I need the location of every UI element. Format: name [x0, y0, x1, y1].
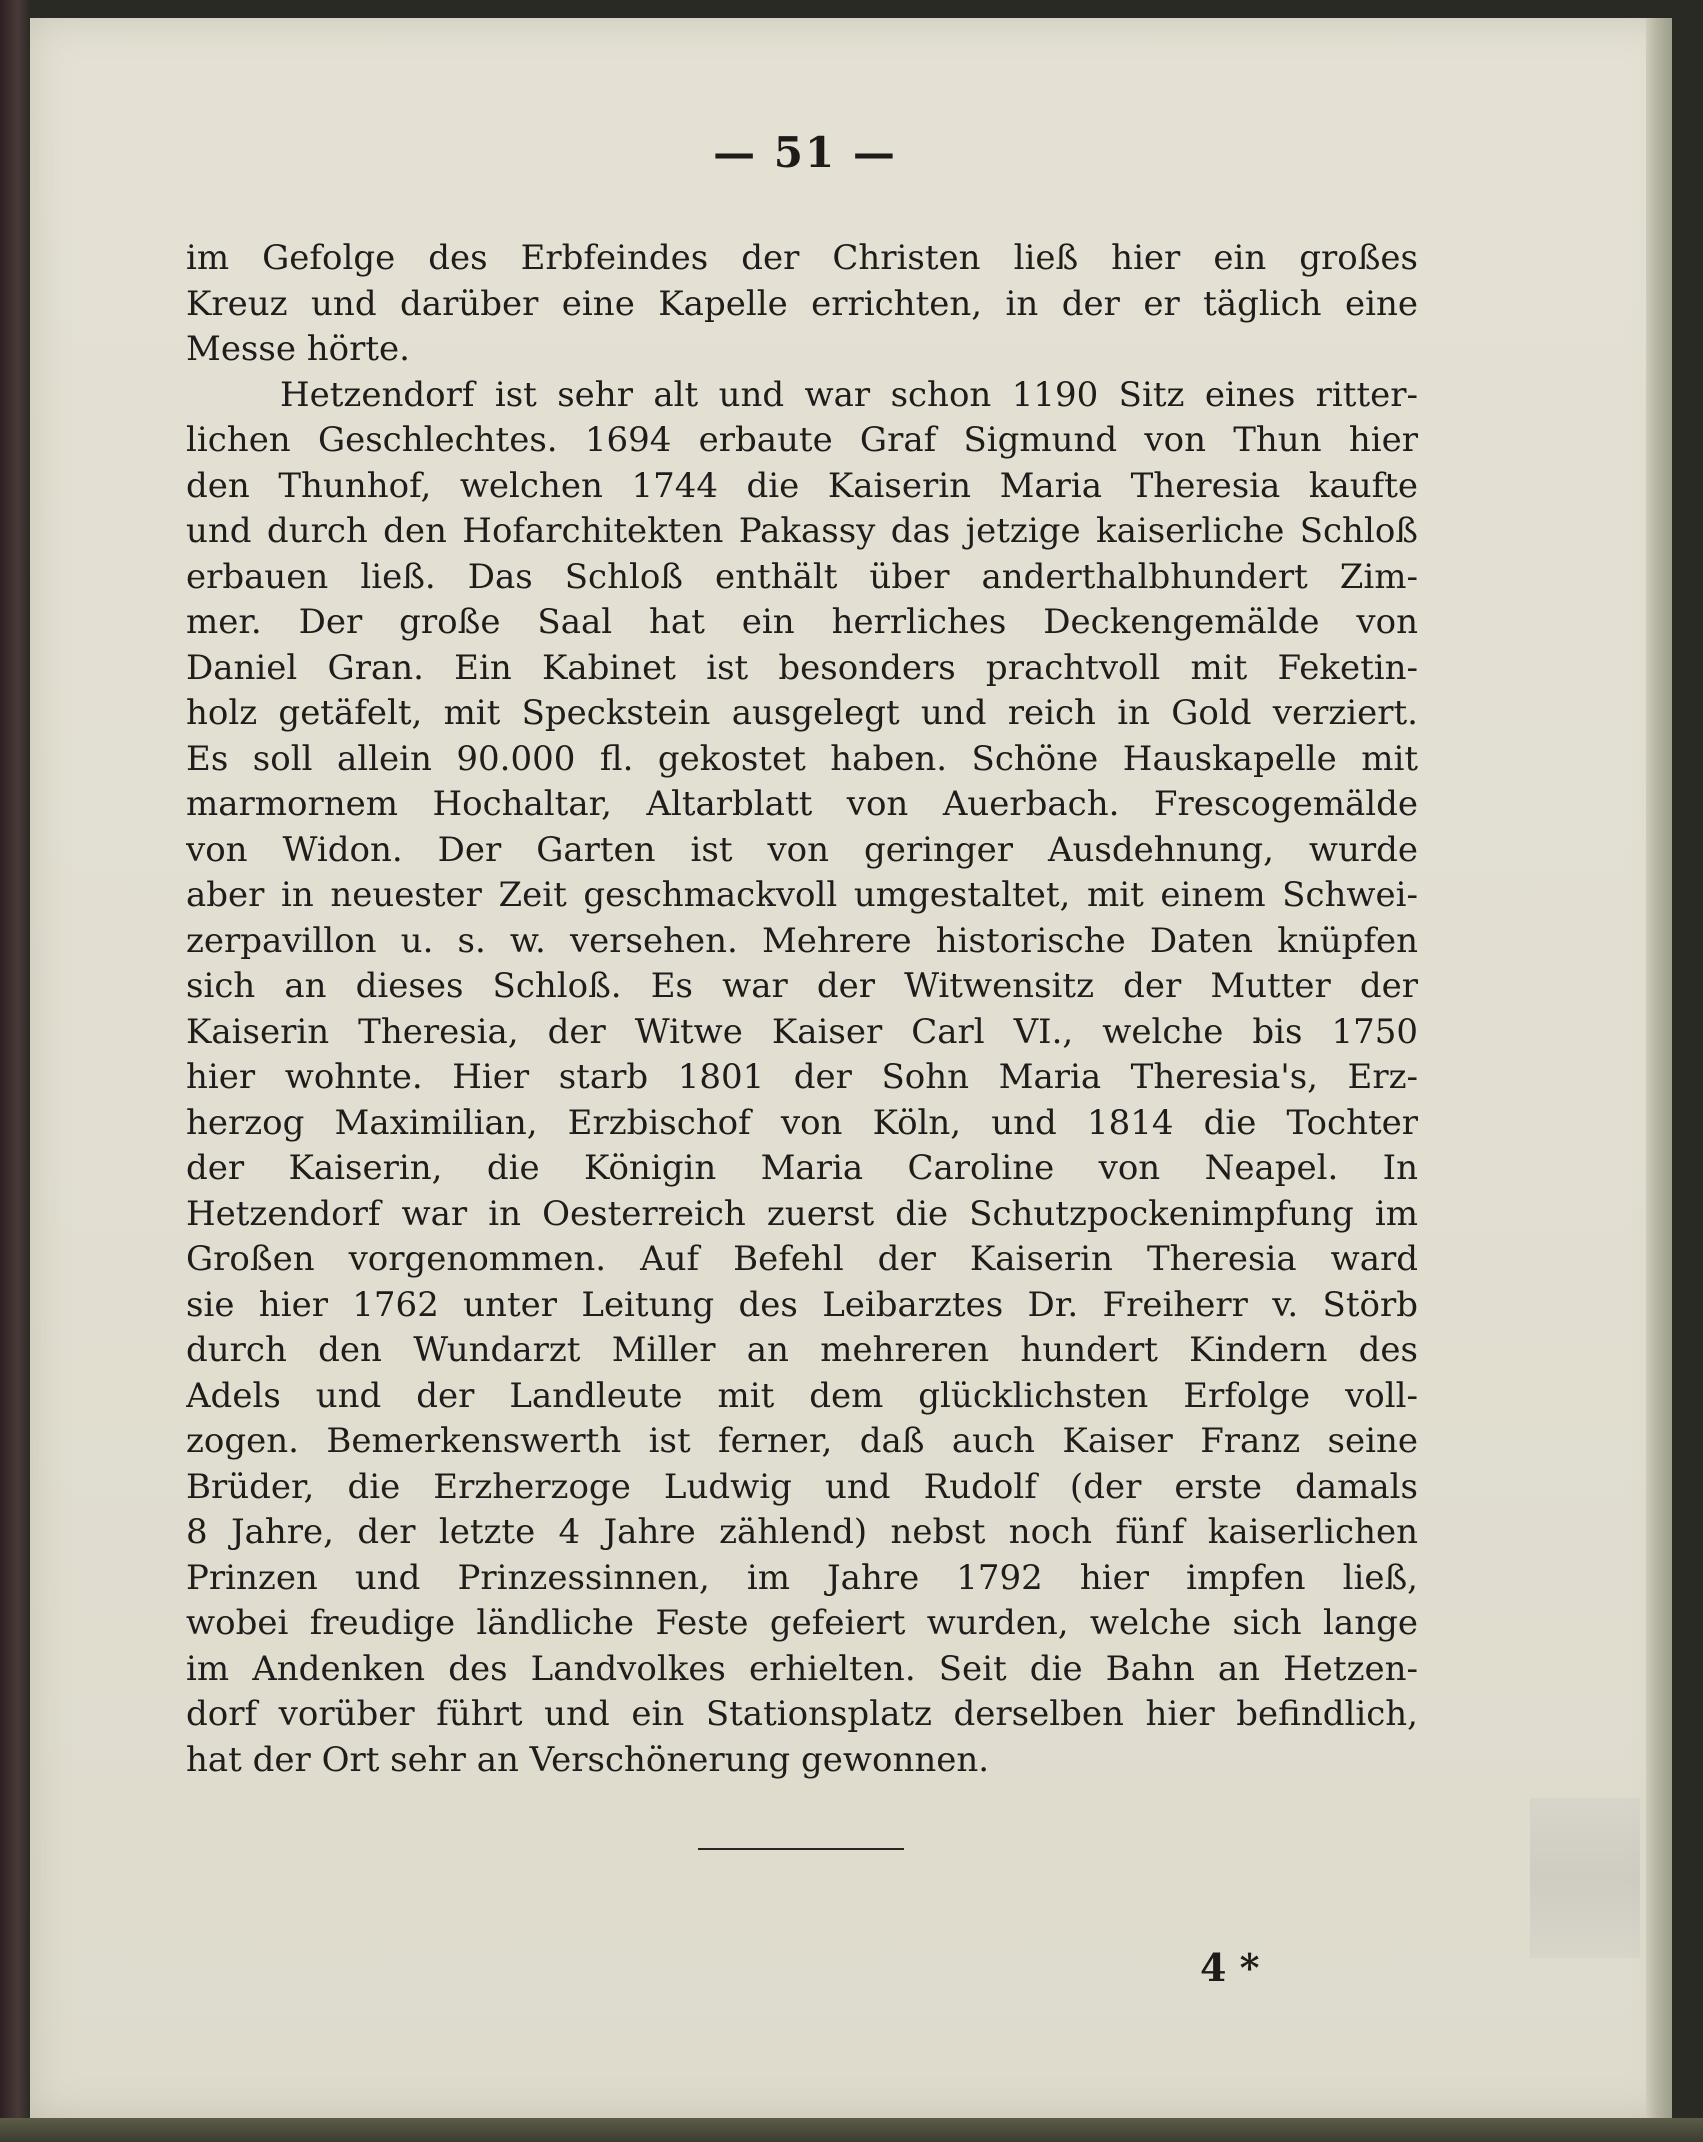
text-line: Daniel Gran. Ein Kabinet ist besonders prachtvoll mit Feketin- — [186, 647, 1418, 688]
page-number: — 51 — — [713, 128, 897, 177]
paragraph-2 — [186, 373, 1418, 1784]
text-line: Messe hörte. — [186, 329, 410, 369]
text-line: Prinzen und Prinzessinnen, im Jahre 1792 hier impfen ließ, — [186, 1557, 1418, 1598]
text-line: im Gefolge des Erbfeindes der Christen ließ hier ein großes — [186, 238, 1418, 278]
text-line: erbauen ließ. Das Schloß enthält über anderthalbhundert Zim- — [186, 556, 1418, 597]
text-line: marmornem Hochaltar, Altarblatt von Auerbach. Frescogemälde — [186, 784, 1418, 824]
text-line: herzog Maximilian, Erzbischof von Köln, und 1814 die Tochter — [186, 1102, 1418, 1143]
text-line: holz getäfelt, mit Speckstein ausgelegt und reich in Gold verziert. — [186, 693, 1418, 733]
text-line: Hetzendorf war in Oesterreich zuerst die Schutzpockenimpfung im — [186, 1193, 1418, 1234]
text-line: Es soll allein 90.000 fl. gekostet haben. Schöne Hauskapelle mit — [186, 738, 1418, 779]
text-line: den Thunhof, welchen 1744 die Kaiserin Maria Theresia kaufte — [186, 465, 1418, 506]
scan-bottom-edge — [0, 2118, 1703, 2142]
text-line: Brüder, die Erzherzoge Ludwig und Rudolf (der erste damals — [186, 1466, 1418, 1507]
text-line: im Andenken des Landvolkes erhielten. Seit die Bahn an Hetzen- — [186, 1648, 1418, 1689]
text-line: zogen. Bemerkenswerth ist ferner, daß auch Kaiser Franz seine — [186, 1421, 1418, 1461]
text-line: hat der Ort sehr an Verschönerung gewonnen. — [186, 1739, 990, 1780]
body-text — [186, 236, 1418, 1783]
text-line: aber in neuester Zeit geschmackvoll umgestaltet, mit einem Schwei- — [186, 875, 1418, 915]
text-line: zerpavillon u. s. w. versehen. Mehrere historische Daten knüpfen — [186, 920, 1418, 961]
printer-signature-mark: 4 * — [1200, 1945, 1260, 1990]
text-line: Großen vorgenommen. Auf Befehl der Kaiserin Theresia ward — [186, 1239, 1418, 1279]
text-line: 8 Jahre, der letzte 4 Jahre zählend) nebst noch fünf kaiserlichen — [186, 1512, 1418, 1552]
text-line: der Kaiserin, die Königin Maria Caroline von Neapel. In — [186, 1148, 1418, 1188]
text-line: hier wohnte. Hier starb 1801 der Sohn Maria Theresia's, Erz- — [186, 1057, 1418, 1097]
text-line: und durch den Hofarchitekten Pakassy das jetzige kaiserliche Schloß — [186, 511, 1418, 551]
text-line: lichen Geschlechtes. 1694 erbaute Graf Sigmund von Thun hier — [186, 420, 1418, 460]
text-line: mer. Der große Saal hat ein herrliches Deckengemälde von — [186, 602, 1418, 642]
text-line: wobei freudige ländliche Feste gefeiert wurden, welche sich lange — [186, 1603, 1418, 1643]
text-line: Kreuz und darüber eine Kapelle errichten, in der er täglich eine — [186, 283, 1418, 324]
text-line: Adels und der Landleute mit dem glücklichsten Erfolge voll- — [186, 1375, 1418, 1416]
section-divider — [698, 1848, 904, 1850]
text-line: durch den Wundarzt Miller an mehreren hundert Kindern des — [186, 1330, 1418, 1370]
paragraph-1 — [186, 236, 1418, 373]
text-line: Hetzendorf ist sehr alt und war schon 1190 Sitz eines ritter- — [280, 374, 1418, 415]
page-edge — [1646, 18, 1672, 2118]
ink-bleed-through — [1530, 1798, 1640, 1958]
text-line: Kaiserin Theresia, der Witwe Kaiser Carl VI., welche bis 1750 — [186, 1011, 1418, 1052]
text-line: sich an dieses Schloß. Es war der Witwensitz der Mutter der — [186, 966, 1418, 1006]
text-line: dorf vorüber führt und ein Stationsplatz derselben hier befindlich, — [186, 1694, 1418, 1734]
text-line: sie hier 1762 unter Leitung des Leibarztes Dr. Freiherr v. Störb — [186, 1284, 1418, 1325]
text-line: von Widon. Der Garten ist von geringer Ausdehnung, wurde — [186, 829, 1418, 870]
